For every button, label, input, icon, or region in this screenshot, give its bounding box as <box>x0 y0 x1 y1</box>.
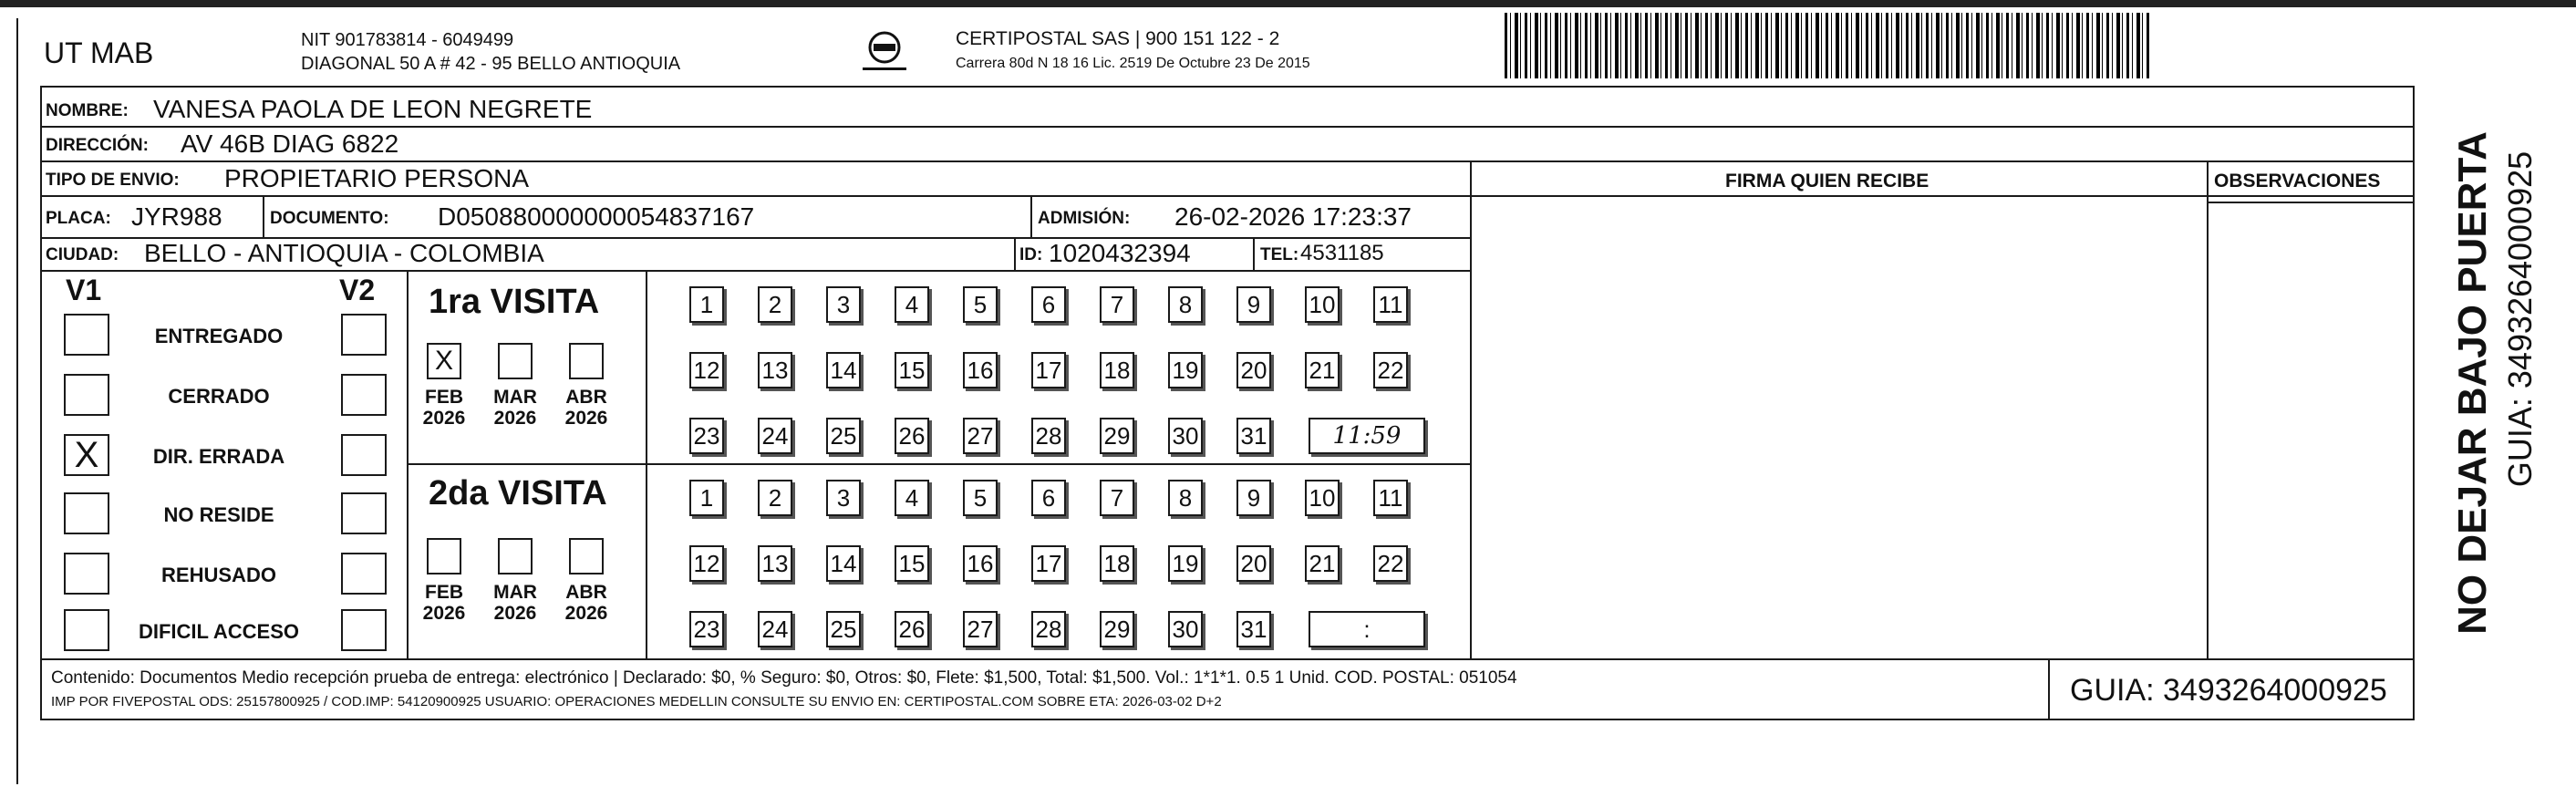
visit2-day-18[interactable]: 18 <box>1100 545 1134 582</box>
visit1-day-21[interactable]: 21 <box>1305 352 1340 388</box>
status-label-2: CERRADO <box>168 385 270 408</box>
visit2-day-16[interactable]: 16 <box>963 545 998 582</box>
visit2-day-5[interactable]: 5 <box>963 480 998 516</box>
v2-label: V2 <box>339 274 376 306</box>
visit1-title: 1ra VISITA <box>429 283 600 321</box>
visit2-month-feb-checkbox[interactable] <box>427 538 461 574</box>
visit1-day-29[interactable]: 29 <box>1100 418 1134 454</box>
visit2-day-15[interactable]: 15 <box>895 545 929 582</box>
visit2-day-21[interactable]: 21 <box>1305 545 1340 582</box>
direccion-value: AV 46B DIAG 6822 <box>181 129 399 158</box>
visit2-title: 2da VISITA <box>429 474 607 512</box>
visit2-day-2[interactable]: 2 <box>758 480 792 516</box>
side-warning: NO DEJAR BAJO PUERTA <box>2450 131 2495 635</box>
v1-label: V1 <box>66 274 102 306</box>
status-label-5: REHUSADO <box>161 564 276 586</box>
status-label-1: ENTREGADO <box>154 325 284 347</box>
nombre-label: NOMBRE: <box>46 101 129 120</box>
v2-checkbox-3[interactable] <box>341 434 387 476</box>
visit2-day-31[interactable]: 31 <box>1236 611 1271 647</box>
visit1-month-mar-label: MAR 2026 <box>493 387 537 430</box>
visit1-day-24[interactable]: 24 <box>758 418 792 454</box>
placa-value: JYR988 <box>131 202 222 231</box>
visit2-day-17[interactable]: 17 <box>1031 545 1066 582</box>
visit2-day-14[interactable]: 14 <box>826 545 861 582</box>
visit1-day-3[interactable]: 3 <box>826 286 861 323</box>
certipostal-logo <box>857 27 912 78</box>
tipo-envio-label: TIPO DE ENVIO: <box>46 171 180 190</box>
visit1-day-30[interactable]: 30 <box>1168 418 1203 454</box>
v1-checkbox-4[interactable] <box>64 492 109 534</box>
visit2-day-12[interactable]: 12 <box>689 545 724 582</box>
v2-checkbox-2[interactable] <box>341 374 387 416</box>
admision-label: ADMISIÓN: <box>1038 209 1131 228</box>
v2-checkbox-5[interactable] <box>341 553 387 595</box>
visit1-day-7[interactable]: 7 <box>1100 286 1134 323</box>
tel-value: 4531185 <box>1300 241 1384 265</box>
visit1-day-23[interactable]: 23 <box>689 418 724 454</box>
nit-text: NIT 901783814 - 6049499 <box>301 30 514 50</box>
visit2-month-mar-checkbox[interactable] <box>498 538 533 574</box>
certipostal-name: CERTIPOSTAL SAS | 900 151 122 - 2 <box>956 28 1280 49</box>
v2-checkbox-6[interactable] <box>341 609 387 651</box>
placa-label: PLACA: <box>46 209 111 228</box>
visit1-day-19[interactable]: 19 <box>1168 352 1203 388</box>
visit1-day-13[interactable]: 13 <box>758 352 792 388</box>
ciudad-value: BELLO - ANTIOQUIA - COLOMBIA <box>144 239 544 267</box>
visit1-day-17[interactable]: 17 <box>1031 352 1066 388</box>
v1-checkbox-1[interactable] <box>64 314 109 356</box>
visit2-month-feb-label: FEB 2026 <box>422 582 466 625</box>
visit1-day-28[interactable]: 28 <box>1031 418 1066 454</box>
id-label: ID: <box>1019 245 1043 264</box>
visit2-month-abr-checkbox[interactable] <box>569 538 604 574</box>
v2-checkbox-4[interactable] <box>341 492 387 534</box>
visit2-day-22[interactable]: 22 <box>1373 545 1408 582</box>
tipo-envio-value: PROPIETARIO PERSONA <box>224 164 529 192</box>
visit2-day-27[interactable]: 27 <box>963 611 998 647</box>
status-label-6: DIFICIL ACCESO <box>138 620 300 643</box>
admision-value: 26-02-2026 17:23:37 <box>1174 202 1412 231</box>
visit2-day-6[interactable]: 6 <box>1031 480 1066 516</box>
tel-label: TEL: <box>1260 245 1299 264</box>
visit1-day-26[interactable]: 26 <box>895 418 929 454</box>
visit2-day-10[interactable]: 10 <box>1305 480 1340 516</box>
visit2-day-7[interactable]: 7 <box>1100 480 1134 516</box>
visit1-month-feb-checkbox[interactable]: X <box>427 343 461 379</box>
footer-line1: Contenido: Documentos Medio recepción prueba de entrega: electrónico | Declarado: $0, % Seguro: $0, Otros: $0, Flete: $1,500, Total: $1,500. Vol.: 1*1*1. 0.5 1 Unid. COD. POSTAL: 051054 <box>51 668 1517 688</box>
status-label-4: NO RESIDE <box>163 503 274 526</box>
visit1-day-18[interactable]: 18 <box>1100 352 1134 388</box>
visit1-day-11[interactable]: 11 <box>1373 286 1408 323</box>
observaciones-label: OBSERVACIONES <box>2214 171 2381 191</box>
visit2-month-mar-label: MAR 2026 <box>493 582 537 625</box>
visit1-day-15[interactable]: 15 <box>895 352 929 388</box>
nombre-value: VANESA PAOLA DE LEON NEGRETE <box>153 95 593 123</box>
visit1-day-4[interactable]: 4 <box>895 286 929 323</box>
left-edge-line <box>16 18 18 784</box>
visit2-day-9[interactable]: 9 <box>1236 480 1271 516</box>
ciudad-label: CIUDAD: <box>46 245 119 264</box>
visit2-day-19[interactable]: 19 <box>1168 545 1203 582</box>
certipostal-address: Carrera 80d N 18 16 Lic. 2519 De Octubre 23 De 2015 <box>956 56 1310 71</box>
visit1-day-8[interactable]: 8 <box>1168 286 1203 323</box>
visit1-month-abr-label: ABR 2026 <box>564 387 608 430</box>
direccion-label: DIRECCIÓN: <box>46 136 149 155</box>
visit1-day-10[interactable]: 10 <box>1305 286 1340 323</box>
visit2-day-4[interactable]: 4 <box>895 480 929 516</box>
visit2-day-23[interactable]: 23 <box>689 611 724 647</box>
visit1-day-31[interactable]: 31 <box>1236 418 1271 454</box>
visit2-day-29[interactable]: 29 <box>1100 611 1134 647</box>
visit1-month-abr-checkbox[interactable] <box>569 343 604 379</box>
visit1-day-14[interactable]: 14 <box>826 352 861 388</box>
v2-checkbox-1[interactable] <box>341 314 387 356</box>
sender-address: DIAGONAL 50 A # 42 - 95 BELLO ANTIOQUIA <box>301 54 681 74</box>
id-value: 1020432394 <box>1049 239 1191 267</box>
visit1-day-9[interactable]: 9 <box>1236 286 1271 323</box>
top-band <box>0 0 2576 7</box>
visit2-day-24[interactable]: 24 <box>758 611 792 647</box>
visit1-month-mar-checkbox[interactable] <box>498 343 533 379</box>
visit1-day-16[interactable]: 16 <box>963 352 998 388</box>
footer-line2: IMP POR FIVEPOSTAL ODS: 25157800925 / COD.IMP: 54120900925 USUARIO: OPERACIONES MEDELLIN CONSULTE SU ENVIO EN: CERTIPOSTAL.COM SOBRE ETA: 2026-03-02 D+2 <box>51 694 1222 709</box>
visit1-day-12[interactable]: 12 <box>689 352 724 388</box>
visit2-day-30[interactable]: 30 <box>1168 611 1203 647</box>
v1-checkbox-3[interactable]: X <box>64 434 109 476</box>
visit1-month-feb-label: FEB 2026 <box>422 387 466 430</box>
documento-value: D050880000000054837167 <box>438 202 755 231</box>
visit2-day-20[interactable]: 20 <box>1236 545 1271 582</box>
visit2-day-28[interactable]: 28 <box>1031 611 1066 647</box>
visit2-time-box[interactable]: : <box>1309 611 1425 647</box>
visit2-day-11[interactable]: 11 <box>1373 480 1408 516</box>
firma-label: FIRMA QUIEN RECIBE <box>1725 171 1929 191</box>
visit2-day-8[interactable]: 8 <box>1168 480 1203 516</box>
status-label-3: DIR. ERRADA <box>152 445 285 468</box>
visit1-day-22[interactable]: 22 <box>1373 352 1408 388</box>
visit1-day-5[interactable]: 5 <box>963 286 998 323</box>
visit1-day-1[interactable]: 1 <box>689 286 724 323</box>
visit1-day-2[interactable]: 2 <box>758 286 792 323</box>
company-name: UT MAB <box>44 36 154 69</box>
visit1-day-20[interactable]: 20 <box>1236 352 1271 388</box>
footer-guia: GUIA: 3493264000925 <box>2070 673 2387 708</box>
visit2-day-26[interactable]: 26 <box>895 611 929 647</box>
visit2-day-25[interactable]: 25 <box>826 611 861 647</box>
visit1-time-box[interactable]: 11:59 <box>1309 418 1425 454</box>
visit2-day-3[interactable]: 3 <box>826 480 861 516</box>
v1-checkbox-2[interactable] <box>64 374 109 416</box>
documento-label: DOCUMENTO: <box>270 209 389 228</box>
v1-checkbox-5[interactable] <box>64 553 109 595</box>
visit1-day-27[interactable]: 27 <box>963 418 998 454</box>
v1-checkbox-6[interactable] <box>64 609 109 651</box>
side-guia: GUIA: 3493264000925 <box>2501 150 2539 488</box>
barcode <box>1505 13 2152 78</box>
visit2-day-1[interactable]: 1 <box>689 480 724 516</box>
visit1-day-6[interactable]: 6 <box>1031 286 1066 323</box>
visit1-day-25[interactable]: 25 <box>826 418 861 454</box>
visit2-day-13[interactable]: 13 <box>758 545 792 582</box>
visit2-month-abr-label: ABR 2026 <box>564 582 608 625</box>
